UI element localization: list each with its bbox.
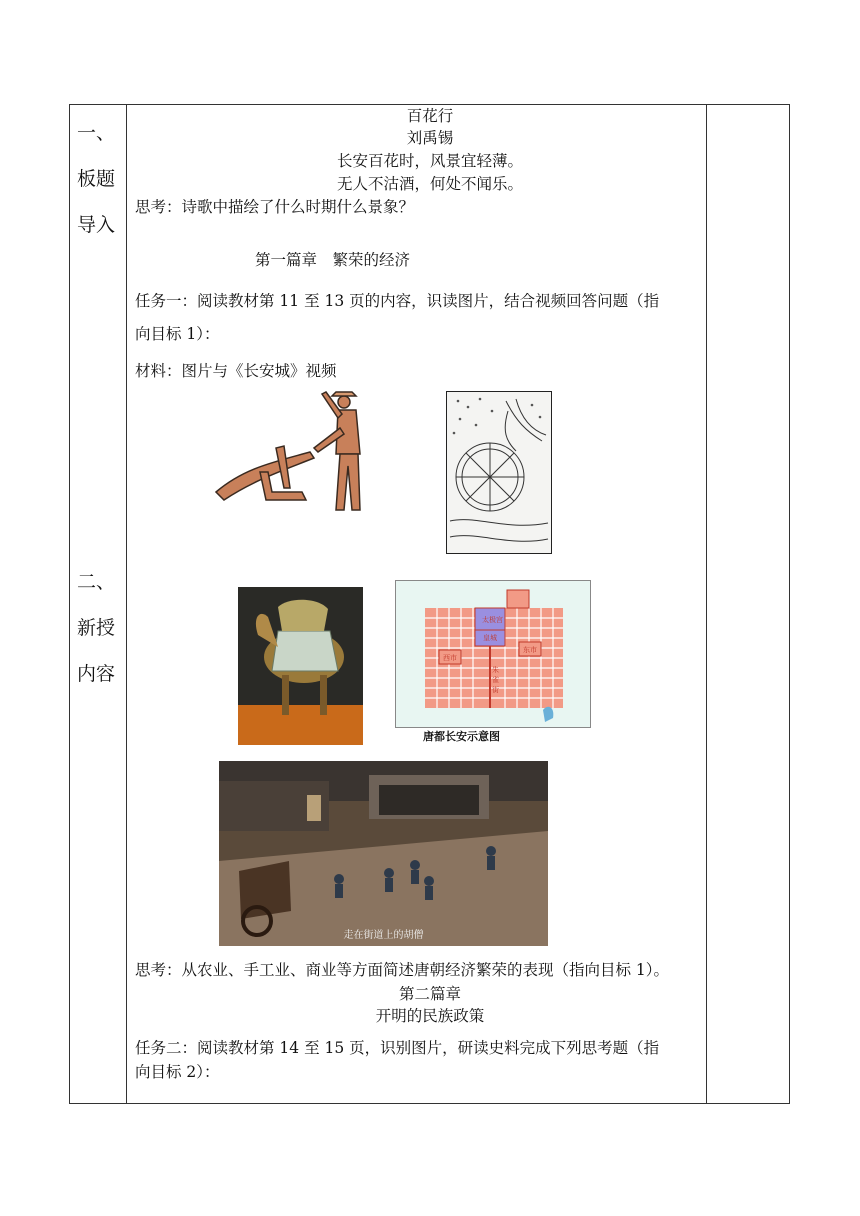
task-text: 任务二：阅读教材第 14 至 15 页，识别图片，研读史料完成下列思考题（指 xyxy=(135,1039,660,1057)
section-label-line: 内容 xyxy=(77,663,116,685)
chapter-heading: 第二篇章 xyxy=(398,985,461,1003)
column-divider xyxy=(706,105,707,1103)
map-caption: 唐都长安示意图 xyxy=(423,731,500,743)
poem-line: 长安百花时，风景宜轻薄。 xyxy=(336,152,523,170)
section-label-line: 板题 xyxy=(77,168,116,190)
poem-line: 无人不沽酒，何处不闻乐。 xyxy=(336,175,523,193)
task-text: 向目标 2）： xyxy=(135,1063,220,1081)
section-label-new-content xyxy=(77,559,127,697)
section-number: 一、 xyxy=(77,122,116,144)
chapter-subheading: 开明的民族政策 xyxy=(375,1007,485,1025)
video-subtitle: 走在街道上的胡僧 xyxy=(343,930,424,941)
map-label: 朱 xyxy=(492,667,499,674)
section-label-line: 新授 xyxy=(77,617,116,639)
task-text: 任务一：阅读教材第 11 至 13 页的内容，识读图片，结合视频回答问题（指 xyxy=(135,292,660,310)
map-label: 西市 xyxy=(443,655,457,662)
poem-author: 刘禹锡 xyxy=(406,129,454,147)
map-label: 太极宫 xyxy=(482,617,503,624)
map-label: 皇城 xyxy=(483,635,497,642)
map-label: 东市 xyxy=(523,647,537,654)
map-label: 雀 xyxy=(492,677,499,684)
map-label: 街 xyxy=(492,687,499,694)
sancai-camel-photo xyxy=(238,587,363,745)
waterwheel-illustration xyxy=(446,391,552,554)
think-question: 思考：诗歌中描绘了什么时期什么景象？ xyxy=(135,198,415,216)
task-text: 向目标 1）： xyxy=(135,325,220,343)
market-video-still[interactable] xyxy=(219,761,548,946)
section-number: 二、 xyxy=(77,571,116,593)
material-text: 材料：图片与《长安城》视频 xyxy=(135,362,337,380)
chapter-heading: 第一篇章 繁荣的经济 xyxy=(255,251,411,269)
plow-illustration xyxy=(214,388,390,516)
section-label-line: 导入 xyxy=(77,214,116,236)
changan-map xyxy=(395,580,591,743)
think-question: 思考：从农业、手工业、商业等方面简述唐朝经济繁荣的表现（指向目标 1）。 xyxy=(135,961,670,979)
poem-title: 百花行 xyxy=(406,107,454,125)
